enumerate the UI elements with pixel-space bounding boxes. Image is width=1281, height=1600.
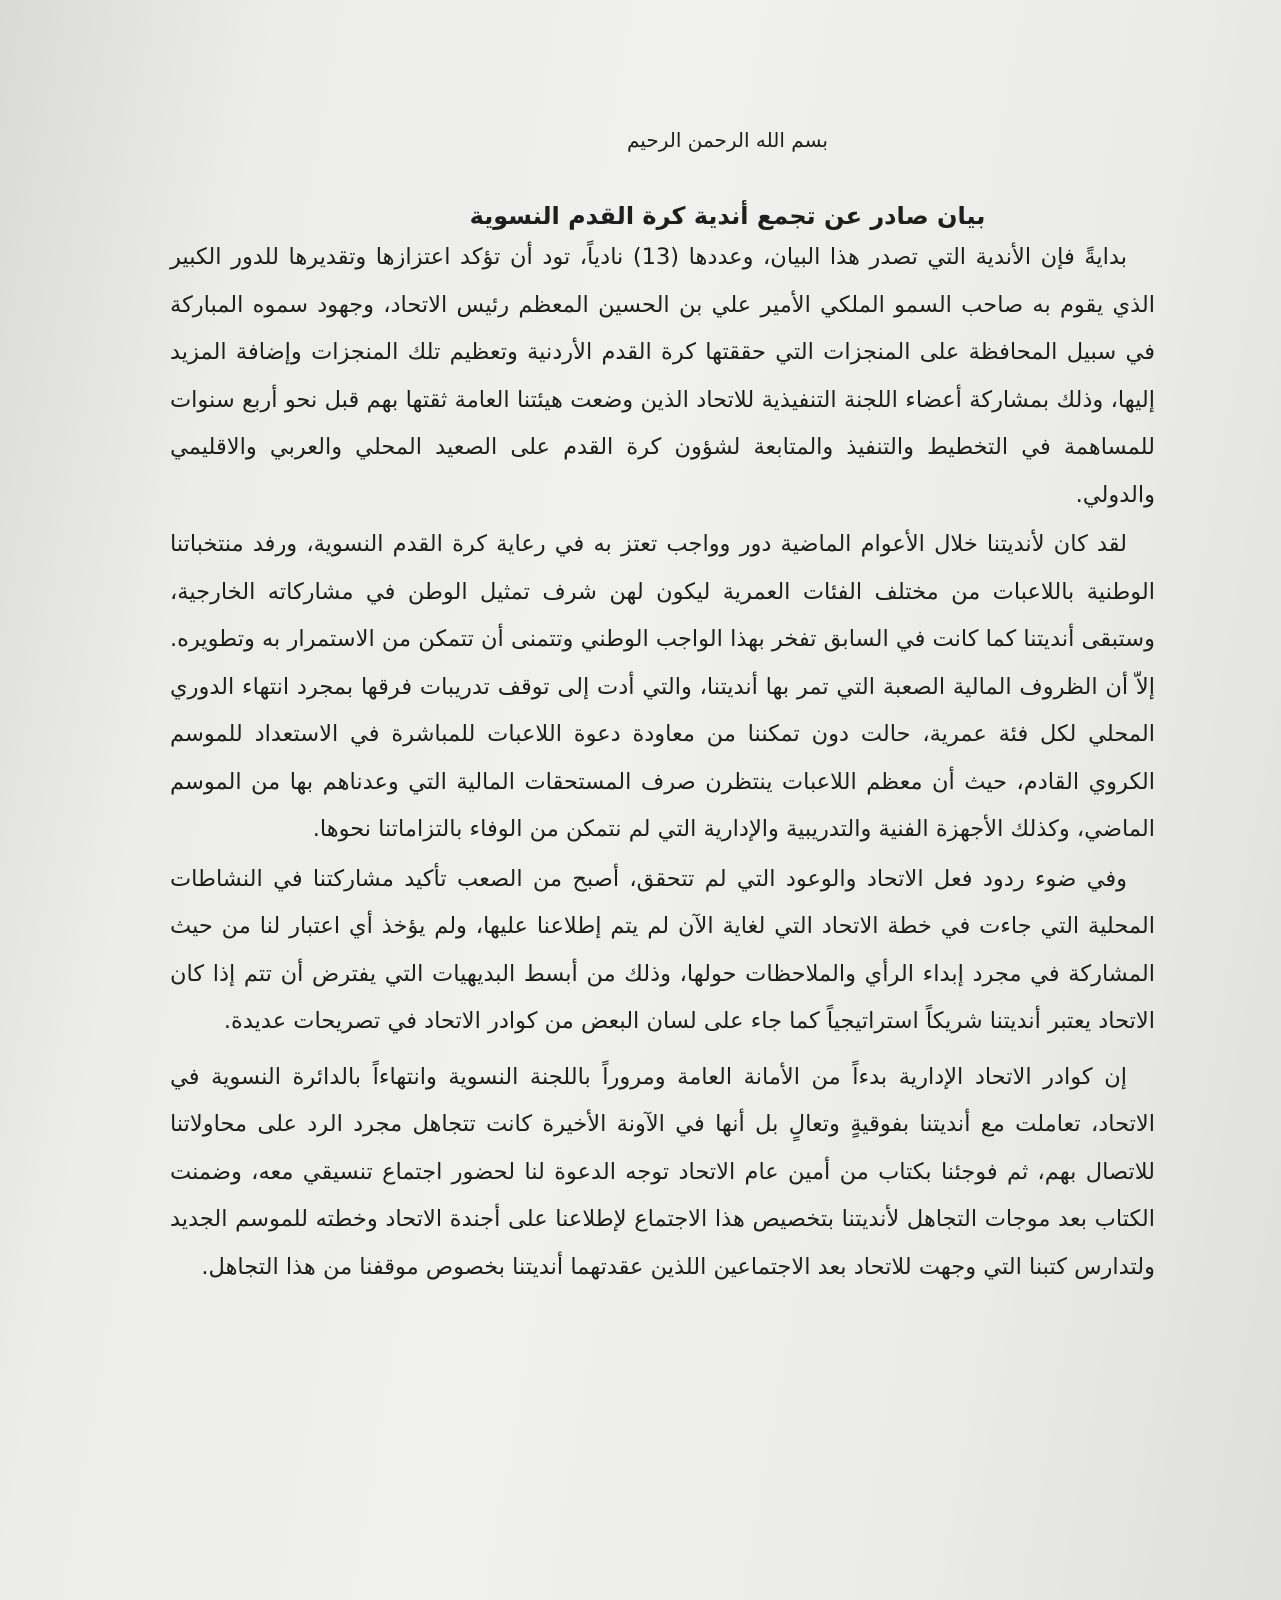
paragraph-4: إن كوادر الاتحاد الإدارية بدءاً من الأمانة العامة ومروراً باللجنة النسوية وانتهاءاً بالدائرة النسوية في الاتحاد، تعاملت مع أنديتنا بفوقيةٍ وتعالٍ بل أنها في الآونة الأخيرة كانت تتجاهل مجرد الرد على محاولاتنا للاتصال بهم، ثم فوجئنا بكتاب من أمين عام الاتحاد توجه الدعوة لنا لحضور اجتماع تنسيقي معه، وضمنت الكتاب بعد موجات التجاهل لأنديتنا بتخصيص هذا الاجتماع لإطلاعنا على أجندة الاتحاد وخطته للموسم الجديد ولتدارس كتبنا التي وجهت للاتحاد بعد الاجتماعين اللذين عقدتهما أنديتنا بخصوص موقفنا من هذا التجاهل. bbox=[170, 1063, 1155, 1280]
paragraph-3: وفي ضوء ردود فعل الاتحاد والوعود التي لم تتحقق، أصبح من الصعب تأكيد مشاركتنا في النشاطات المحلية التي جاءت في خطة الاتحاد التي لغاية الآن لم يتم إطلاعنا عليها، ولم يؤخذ أي اعتبار لنا من حيث المشاركة في مجرد إبداء الرأي والملاحظات حولها، وذلك من أبسط البديهيات التي يفترض أن تتم إذا كان الاتحاد يعتبر أنديتنا شريكاً استراتيجياً كما جاء على لسان البعض من كوادر الاتحاد في تصريحات عديدة. bbox=[170, 865, 1155, 1034]
basmala-heading: بسم الله الرحمن الرحيم bbox=[626, 128, 828, 152]
paragraph-1: بدايةً فإن الأندية التي تصدر هذا البيان، وعددها (13) نادياً، تود أن تؤكد اعتزازها وتقديرها للدور الكبير الذي يقوم به صاحب السمو الملكي الأمير علي بن الحسين المعظم رئيس الاتحاد، وجهود سموه المباركة في سبيل المحافظة على المنجزات التي حققتها كرة القدم الأردنية وتعظيم تلك المنجزات وإضافة المزيد إليها، وذلك بمشاركة أعضاء اللجنة التنفيذية للاتحاد الذين وضعت هيئتنا العامة ثقتها بهم قبل نحو أربع سنوات للمساهمة في التخطيط والتنفيذ والمتابعة لشؤون كرة القدم على الصعيد المحلي والعربي والاقليمي والدولي. bbox=[170, 244, 1155, 508]
paragraph-2: لقد كان لأنديتنا خلال الأعوام الماضية دور وواجب تعتز به في رعاية كرة القدم النسوية، ورفد منتخباتنا الوطنية باللاعبات من مختلف الفئات العمرية ليكون لهن شرف تمثيل الوطن في مشاركاته الخارجية، وستبقى أنديتنا كما كانت في السابق تفخر بهذا الواجب الوطني وتتمنى أن تتمكن من الاستمرار به وتطويره. إلاّ أن الظروف المالية الصعبة التي تمر بها أنديتنا، والتي أدت إلى توقف تدريبات فرقها بمجرد انتهاء الدوري المحلي لكل فئة عمرية، حالت دون تمكننا من معاودة دعوة اللاعبات للمباشرة في الاستعداد للموسم الكروي القادم، حيث أن معظم اللاعبات ينتظرن صرف المستحقات المالية التي وعدناهم بها من الموسم الماضي، وكذلك الأجهزة الفنية والتدريبية والإدارية التي لم نتمكن من الوفاء بالتزاماتنا نحوها. bbox=[170, 531, 1155, 842]
statement-body bbox=[170, 128, 1155, 1293]
statement-title: بيان صادر عن تجمع أندية كرة القدم النسوية bbox=[469, 202, 986, 230]
